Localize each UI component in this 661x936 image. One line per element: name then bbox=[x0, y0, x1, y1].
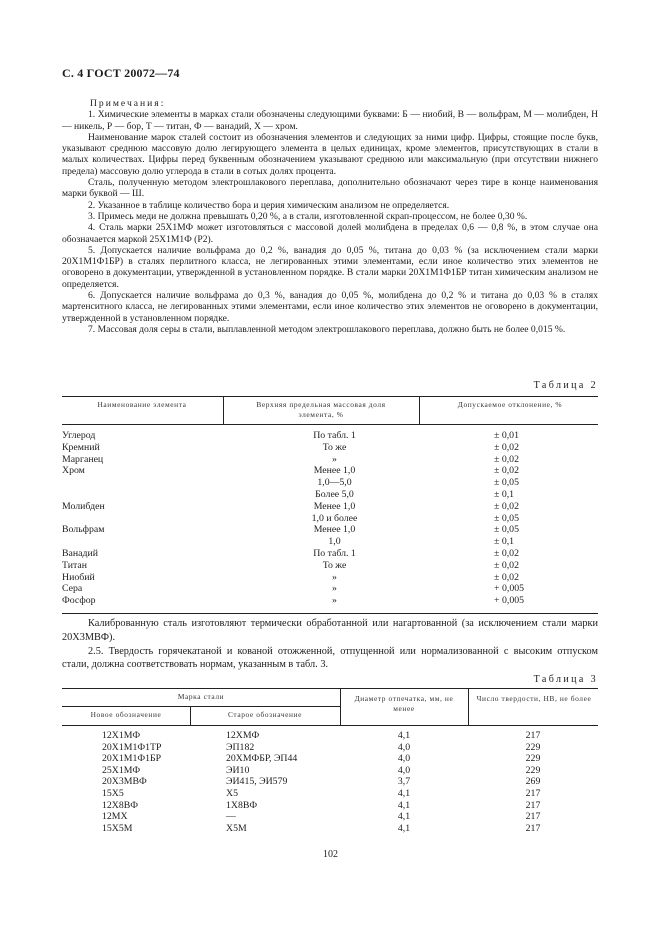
tolerance-cell: ± 0,02 bbox=[494, 571, 519, 583]
tolerance-cell: ± 0,05 bbox=[494, 512, 519, 524]
note-paragraph: 5. Допускается наличие вольфрама до 0,2 %, ванадия до 0,05 %, титана до 0,03 % (за исключением стали марки 20Х1М1Ф1БР) в сталях перлитного класса, не легированных этими элементами, если иное количество этих элементов не оговорено в документации, утвержденной в установленном порядке. В стали марки 20Х1М1Ф1БР титан химическим анализом не определяется. bbox=[62, 244, 598, 290]
new-grade-cell: 20Х1М1Ф1ТР bbox=[102, 741, 162, 753]
table-row bbox=[62, 776, 598, 788]
tolerance-cell: ± 0,05 bbox=[494, 524, 519, 536]
hardness-cell: 217 bbox=[525, 730, 541, 741]
table-row bbox=[62, 454, 598, 466]
diameter-cell: 4,1 bbox=[397, 799, 411, 811]
table2-top-rule bbox=[62, 396, 598, 397]
limit-cell: 1,0—5,0 bbox=[317, 477, 352, 489]
element-name-cell bbox=[62, 513, 192, 525]
body-text bbox=[62, 617, 598, 672]
table2-header-tolerance: Допускаемое отклонение, % bbox=[457, 400, 563, 409]
table-row bbox=[62, 513, 598, 525]
note-paragraph: 6. Допускается наличие вольфрама до 0,3 %, ванадия до 0,05 %, молибдена до 0,2 % и титана до 0,03 % в сталях мартенситного класса, не легированных этими элементами, если иное количество этих элементов не оговорено в документации, утвержденной в установленном порядке. bbox=[62, 290, 598, 324]
table-row bbox=[62, 430, 598, 442]
table2-header-rule bbox=[62, 424, 598, 425]
limit-cell: » bbox=[332, 583, 337, 595]
hardness-cell: 269 bbox=[525, 776, 541, 788]
body-paragraph: Калиброванную сталь изготовляют термически обработанной или нагартованной (за исключением стали марки 20Х3МВФ). bbox=[62, 618, 598, 643]
table3-top-rule bbox=[62, 688, 598, 689]
table-row bbox=[62, 730, 598, 742]
old-grade-cell: ЭИ10 bbox=[226, 764, 250, 776]
new-grade-cell: 20Х1М1Ф1БР bbox=[102, 753, 162, 765]
note-paragraph: Сталь, полученную методом электрошлакового переплава, дополнительно обозначают через тире в конце наименования марки буквой — Ш. bbox=[62, 177, 598, 200]
tolerance-cell: ± 0,1 bbox=[494, 536, 515, 548]
limit-cell: То же bbox=[322, 441, 347, 453]
note-paragraph: 4. Сталь марки 25Х1МФ может изготовляться с массовой долей молибдена в пределах 0,6 — 0,8 %, в этом случае она обозначается маркой 25Х1М1Ф (Р2). bbox=[62, 222, 598, 245]
table-row bbox=[62, 477, 598, 489]
tolerance-cell: ± 0,1 bbox=[494, 488, 515, 500]
table3-group-rule bbox=[62, 706, 340, 707]
note-paragraph: 7. Массовая доля серы в стали, выплавленной методом электрошлакового переплава, должно быть не более 0,015 %. bbox=[88, 323, 566, 335]
tolerance-cell: ± 0,05 bbox=[494, 477, 519, 489]
element-name-cell bbox=[62, 536, 192, 548]
note-paragraph: 2. Указанное в таблице количество бора и церия химическим анализом не определяется. bbox=[88, 199, 450, 211]
table2-bottom-rule bbox=[62, 613, 598, 614]
old-grade-cell: — bbox=[226, 811, 236, 823]
element-name-cell: Фосфор bbox=[62, 595, 96, 607]
old-grade-cell: ЭП182 bbox=[226, 741, 255, 753]
limit-cell: По табл. 1 bbox=[313, 430, 356, 441]
limit-cell: 1,0 bbox=[328, 536, 341, 548]
tolerance-cell: ± 0,02 bbox=[494, 500, 519, 512]
element-name-cell: Марганец bbox=[62, 453, 104, 465]
table3-header-new: Новое обозначение bbox=[90, 710, 162, 719]
element-name-cell: Сера bbox=[62, 583, 83, 595]
new-grade-cell: 12Х1МФ bbox=[102, 730, 141, 741]
table3-header-old: Старое обозначение bbox=[227, 710, 303, 719]
limit-cell: Менее 1,0 bbox=[313, 465, 356, 477]
old-grade-cell: Х5 bbox=[226, 787, 238, 799]
tolerance-cell: ± 0,02 bbox=[494, 559, 519, 571]
limit-cell: » bbox=[332, 453, 337, 465]
table-row bbox=[62, 465, 598, 477]
limit-cell: Более 5,0 bbox=[315, 488, 354, 500]
limit-cell: » bbox=[332, 595, 337, 607]
diameter-cell: 4,1 bbox=[397, 730, 411, 741]
diameter-cell: 4,1 bbox=[397, 811, 411, 823]
table3-header-diameter: Диаметр отпечатка, мм, не менее bbox=[354, 694, 454, 713]
table3-divider bbox=[340, 688, 341, 725]
new-grade-cell: 12МХ bbox=[102, 811, 128, 823]
old-grade-cell: ЭИ415, ЭИ579 bbox=[226, 776, 288, 788]
notes-section bbox=[62, 98, 598, 335]
tolerance-cell: ± 0,02 bbox=[494, 453, 519, 465]
hardness-cell: 217 bbox=[525, 822, 541, 834]
table-row bbox=[62, 501, 598, 513]
notes-title: Примечания: bbox=[90, 98, 166, 109]
body-paragraph: 2.5. Твердость горячекатаной и кованой отожженной, отпущенной или нормализованной с высоким отпуском стали, должна соответствовать нормам, указанным в табл. 3. bbox=[62, 645, 598, 671]
limit-cell: Менее 1,0 bbox=[313, 500, 356, 512]
tolerance-cell: ± 0,02 bbox=[494, 441, 519, 453]
table-row bbox=[62, 442, 598, 454]
table-row bbox=[62, 765, 598, 777]
table-row bbox=[62, 823, 598, 835]
element-name-cell: Ниобий bbox=[62, 571, 95, 583]
page-header: С. 4 ГОСТ 20072—74 bbox=[62, 66, 180, 80]
diameter-cell: 4,1 bbox=[397, 787, 411, 799]
diameter-cell: 3,7 bbox=[397, 776, 411, 788]
tolerance-cell: ± 0,02 bbox=[494, 465, 519, 477]
table3-body bbox=[62, 730, 598, 834]
table2-divider bbox=[223, 396, 224, 425]
hardness-cell: 217 bbox=[525, 787, 541, 799]
new-grade-cell: 12Х8ВФ bbox=[102, 799, 139, 811]
limit-cell: 1,0 и более bbox=[311, 512, 358, 524]
tolerance-cell: ± 0,01 bbox=[494, 430, 519, 441]
hardness-cell: 229 bbox=[525, 741, 541, 753]
table2-header-element: Наименование элемента bbox=[97, 400, 187, 409]
table2-header-limit: Верхняя предельная массовая доля элемента, % bbox=[256, 400, 386, 419]
table-row bbox=[62, 536, 598, 548]
table-row bbox=[62, 572, 598, 584]
table-row bbox=[62, 753, 598, 765]
table3-caption: Таблица 3 bbox=[533, 674, 598, 685]
table3-divider bbox=[468, 688, 469, 725]
new-grade-cell: 15Х5М bbox=[102, 822, 133, 834]
new-grade-cell: 20Х3МВФ bbox=[102, 776, 147, 788]
element-name-cell: Кремний bbox=[62, 441, 100, 453]
table2-body bbox=[62, 430, 598, 607]
table-row bbox=[62, 583, 598, 595]
table2-caption: Таблица 2 bbox=[533, 380, 598, 391]
limit-cell: Менее 1,0 bbox=[313, 524, 356, 536]
table3-header-rule bbox=[62, 725, 598, 726]
old-grade-cell: 12ХМФ bbox=[226, 730, 260, 741]
table-row bbox=[62, 811, 598, 823]
element-name-cell: Титан bbox=[62, 559, 87, 571]
hardness-cell: 217 bbox=[525, 811, 541, 823]
note-paragraph: 3. Примесь меди не должна превышать 0,20 %, а в стали, изготовленной скрап-процессом, не более 0,30 %. bbox=[88, 210, 528, 222]
element-name-cell: Ванадий bbox=[62, 547, 98, 559]
note-paragraph: 1. Химические элементы в марках стали обозначены следующими буквами: Б — ниобий, В — вольфрам, М — молибден, Н — никель, Р — бор, Т — титан, Ф — ванадий, Х — хром. bbox=[62, 109, 598, 132]
limit-cell: » bbox=[332, 571, 337, 583]
note-paragraph: Наименование марок сталей состоит из обозначения элементов и следующих за ними цифр. Цифры, стоящие после букв, указывают среднюю массовую долю легирующего элемента в целых единицах, кроме элементов, присутствующих в стали в малых количествах. Цифры перед буквенным обозначением указывают среднюю или максимальную (при отсутствии нижнего предела) массовую долю углерода в стали в сотых долях процента. bbox=[62, 131, 598, 177]
element-name-cell: Молибден bbox=[62, 500, 105, 512]
element-name-cell: Углерод bbox=[62, 430, 96, 441]
diameter-cell: 4,0 bbox=[397, 764, 411, 776]
element-name-cell bbox=[62, 477, 192, 489]
table-row bbox=[62, 548, 598, 560]
page-number: 102 bbox=[323, 849, 338, 860]
old-grade-cell: 20ХМФБР, ЭП44 bbox=[226, 753, 298, 765]
limit-cell: То же bbox=[322, 559, 347, 571]
old-grade-cell: 1Х8ВФ bbox=[226, 799, 258, 811]
table-row bbox=[62, 524, 598, 536]
table3-header-group: Марка стали bbox=[177, 692, 225, 701]
table3-header-hardness: Число твердости, НВ, не более bbox=[476, 694, 592, 703]
new-grade-cell: 25Х1МФ bbox=[102, 764, 141, 776]
tolerance-cell: ± 0,02 bbox=[494, 547, 519, 559]
element-name-cell: Вольфрам bbox=[62, 524, 105, 536]
old-grade-cell: Х5М bbox=[226, 822, 247, 834]
table-row bbox=[62, 560, 598, 572]
diameter-cell: 4,1 bbox=[397, 822, 411, 834]
element-name-cell: Хром bbox=[62, 465, 85, 477]
table-row bbox=[62, 489, 598, 501]
table3-divider bbox=[190, 706, 191, 725]
diameter-cell: 4,0 bbox=[397, 753, 411, 765]
hardness-cell: 217 bbox=[525, 799, 541, 811]
element-name-cell bbox=[62, 489, 192, 501]
limit-cell: По табл. 1 bbox=[313, 547, 356, 559]
table-row bbox=[62, 595, 598, 607]
hardness-cell: 229 bbox=[525, 753, 541, 765]
diameter-cell: 4,0 bbox=[397, 741, 411, 753]
hardness-cell: 229 bbox=[525, 764, 541, 776]
new-grade-cell: 15Х5 bbox=[102, 787, 124, 799]
table-row bbox=[62, 788, 598, 800]
table-row bbox=[62, 742, 598, 754]
tolerance-cell: + 0,005 bbox=[494, 583, 525, 595]
table-row bbox=[62, 800, 598, 812]
tolerance-cell: + 0,005 bbox=[494, 595, 525, 607]
table2-divider bbox=[419, 396, 420, 425]
